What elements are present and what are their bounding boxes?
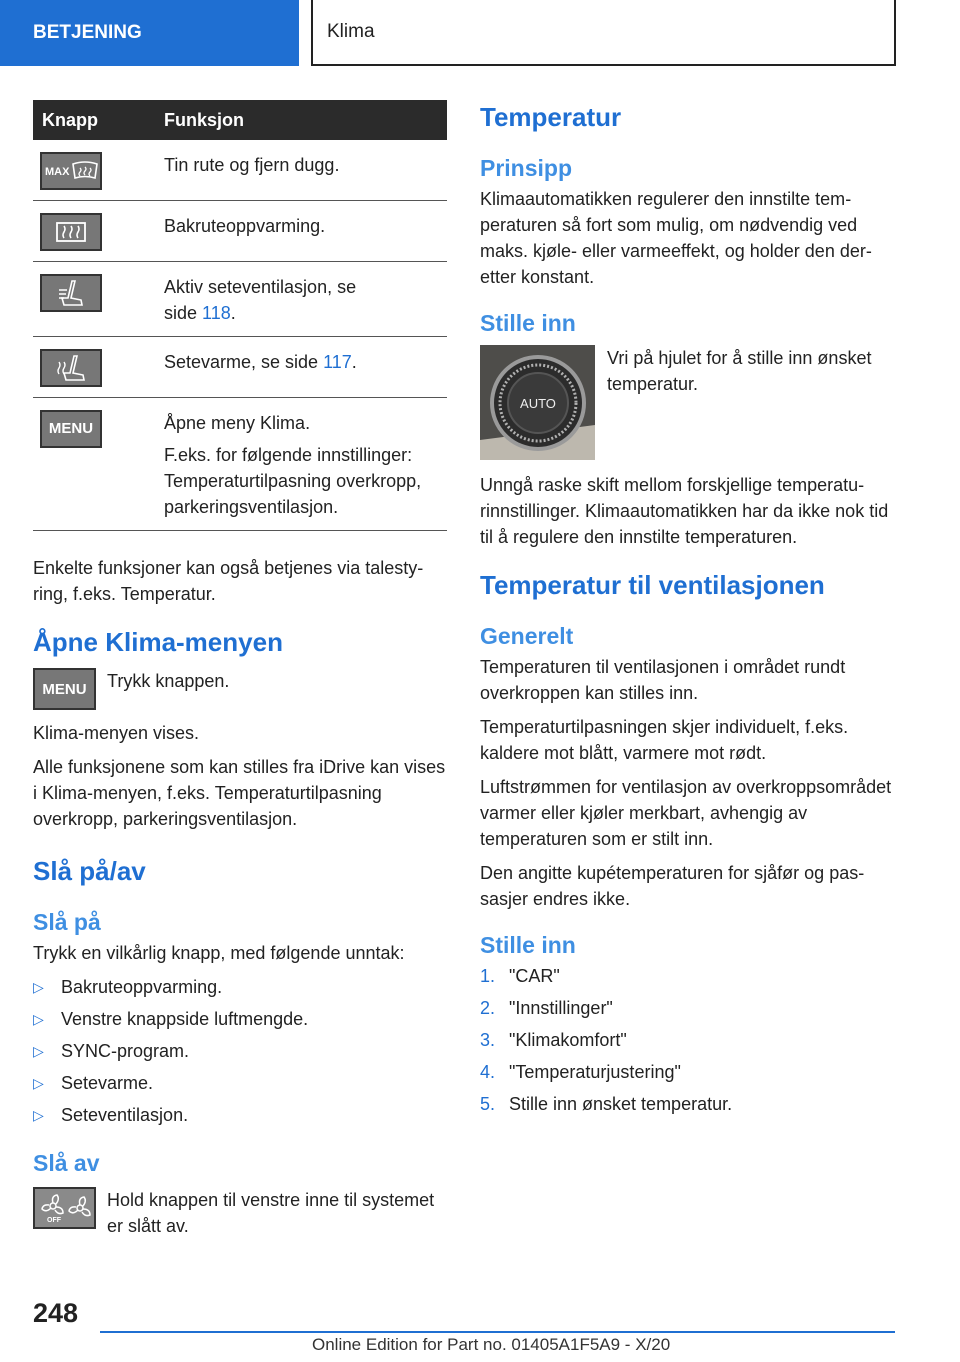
- table-row: [33, 201, 447, 262]
- button-function-table: [33, 100, 447, 531]
- on-heading: Slå på: [33, 909, 101, 935]
- row-text: Bakruteoppvarming.: [164, 216, 326, 236]
- table-header: [33, 100, 447, 140]
- vent-temperature-heading: Temperatur til ventilasjonen: [480, 570, 825, 600]
- row-text: Åpne meny Klima.: [164, 413, 311, 433]
- edition-text: Online Edition for Part no. 01405A1F5A9 - X/20: [312, 1335, 671, 1354]
- triangle-bullet-icon: ▷: [33, 1107, 44, 1123]
- column-header-button: Knapp: [33, 100, 155, 140]
- off-instruction: [33, 1187, 447, 1247]
- list-item: ▷ Seteventilasjon.: [33, 1102, 447, 1134]
- left-column: [33, 100, 447, 1247]
- page-link-118[interactable]: 118: [202, 303, 231, 323]
- paragraph: Klima-menyen vises.: [33, 723, 200, 743]
- list-item: ▷ Venstre knappside luftmengde.: [33, 1006, 447, 1038]
- table-row: Setevarme, se side 117.: [33, 337, 447, 398]
- list-item: 5. Stille inn ønsket temperatur.: [480, 1094, 733, 1114]
- list-item: 1. "CAR": [480, 966, 560, 986]
- triangle-bullet-icon: ▷: [33, 979, 44, 995]
- page-link-117[interactable]: 117: [323, 352, 352, 372]
- intro-text: Enkelte funksjoner kan også betjenes via talestyring, f.eks. Temperatur.: [33, 558, 424, 604]
- steps-list: [480, 963, 900, 1123]
- list-item: ▷ Setevarme.: [33, 1070, 447, 1102]
- instruction-text: Trykk knappen.: [107, 671, 230, 691]
- section-title: BETJENING: [33, 22, 142, 43]
- column-header-function: Funksjon: [155, 100, 447, 140]
- seat-heating-icon: [40, 349, 102, 387]
- menu-button-icon: MENU: [40, 410, 102, 448]
- chapter-tab: [311, 0, 896, 66]
- right-column: [480, 102, 900, 1123]
- menu-button-icon: MENU: [33, 668, 96, 710]
- paragraph: Luftstrømmen for ventilasjon av overkroppsområdet varmer eller kjøler merkbart, avhengig av temperaturen som er stilt inn.: [480, 777, 892, 849]
- temperature-dial-image: [480, 345, 595, 460]
- off-heading: Slå av: [33, 1150, 100, 1176]
- paragraph: Klimaautomatikken regulerer den innstilte temperaturen så fort som mulig, om nødvendig ved maks. kjøle- eller varmeeffekt, og holder den deretter konstant.: [480, 189, 872, 287]
- table-row: Aktiv seteventilasjon, se side 118.: [33, 262, 447, 337]
- instruction-text: Vri på hjulet for å stille inn ønsket temperatur.: [607, 348, 872, 394]
- triangle-bullet-icon: ▷: [33, 1043, 44, 1059]
- paragraph: Alle funksjonene som kan stilles fra iDrive kan vises i Klima-menyen, f.eks. Temperaturtilpasning overkropp, parkeringsventilasjon.: [33, 757, 446, 829]
- row-text: side: [164, 303, 203, 323]
- seat-ventilation-icon: [40, 274, 102, 312]
- paragraph: Temperaturen til ventilasjonen i området rundt overkroppen kan stilles inn.: [480, 657, 846, 703]
- table-row: [33, 140, 447, 201]
- max-defrost-icon: [40, 152, 102, 190]
- row-text: Setevarme, se side: [164, 352, 324, 372]
- open-menu-instruction: [33, 668, 447, 710]
- footer-rule: [100, 1331, 895, 1333]
- list-item: ▷ SYNC-program.: [33, 1038, 447, 1070]
- open-menu-heading: Åpne Klima-menyen: [33, 627, 283, 657]
- triangle-bullet-icon: ▷: [33, 1075, 44, 1091]
- section-tab: [0, 0, 299, 66]
- list-item: 3. "Klimakomfort": [480, 1030, 627, 1050]
- chapter-title: Klima: [327, 21, 375, 42]
- temperature-heading: Temperatur: [480, 102, 622, 132]
- dial-label: AUTO: [520, 396, 556, 411]
- instruction-text: Hold knappen til venstre inne til systemet er slått av.: [107, 1190, 435, 1236]
- svg-text:OFF: OFF: [46, 1217, 61, 1224]
- general-heading: Generelt: [480, 623, 574, 649]
- table-row: [33, 398, 447, 531]
- paragraph: Den angitte kupétemperaturen for sjåfør og passasjer endres ikke.: [480, 863, 865, 909]
- triangle-bullet-icon: ▷: [33, 1011, 44, 1027]
- list-item: 4. "Temperaturjustering": [480, 1062, 681, 1082]
- list-item: ▷ Bakruteoppvarming.: [33, 974, 447, 1006]
- svg-text:MAX: MAX: [45, 166, 70, 178]
- set2-heading: Stille inn: [480, 932, 576, 958]
- exception-list: [33, 974, 447, 1134]
- rear-window-heat-icon: [40, 213, 102, 251]
- list-item: 2. "Innstillinger": [480, 998, 613, 1018]
- paragraph: Unngå raske skift mellom forskjellige temperaturinnstillinger. Klimaautomatikken har da ikke nok tid til å regulere den innstilte temperaturen.: [480, 475, 889, 547]
- paragraph: Temperaturtilpasningen skjer individuelt, f.eks. kaldere mot blått, varmere mot rødt.: [480, 717, 849, 763]
- paragraph: Trykk en vilkårlig knapp, med følgende unntak:: [33, 943, 405, 963]
- set-heading: Stille inn: [480, 310, 576, 336]
- page-number: 248: [33, 1298, 79, 1328]
- onoff-heading: Slå på/av: [33, 856, 146, 886]
- fan-off-icon: [33, 1187, 96, 1229]
- row-text: Aktiv seteventilasjon, se: [164, 277, 357, 297]
- dial-instruction: [480, 345, 900, 460]
- row-text: F.eks. for følgende innstillinger: Temperaturtilpasning overkropp, parkeringsventilasjon.: [164, 445, 422, 517]
- principle-heading: Prinsipp: [480, 155, 573, 181]
- row-text: Tin rute og fjern dugg.: [164, 155, 340, 175]
